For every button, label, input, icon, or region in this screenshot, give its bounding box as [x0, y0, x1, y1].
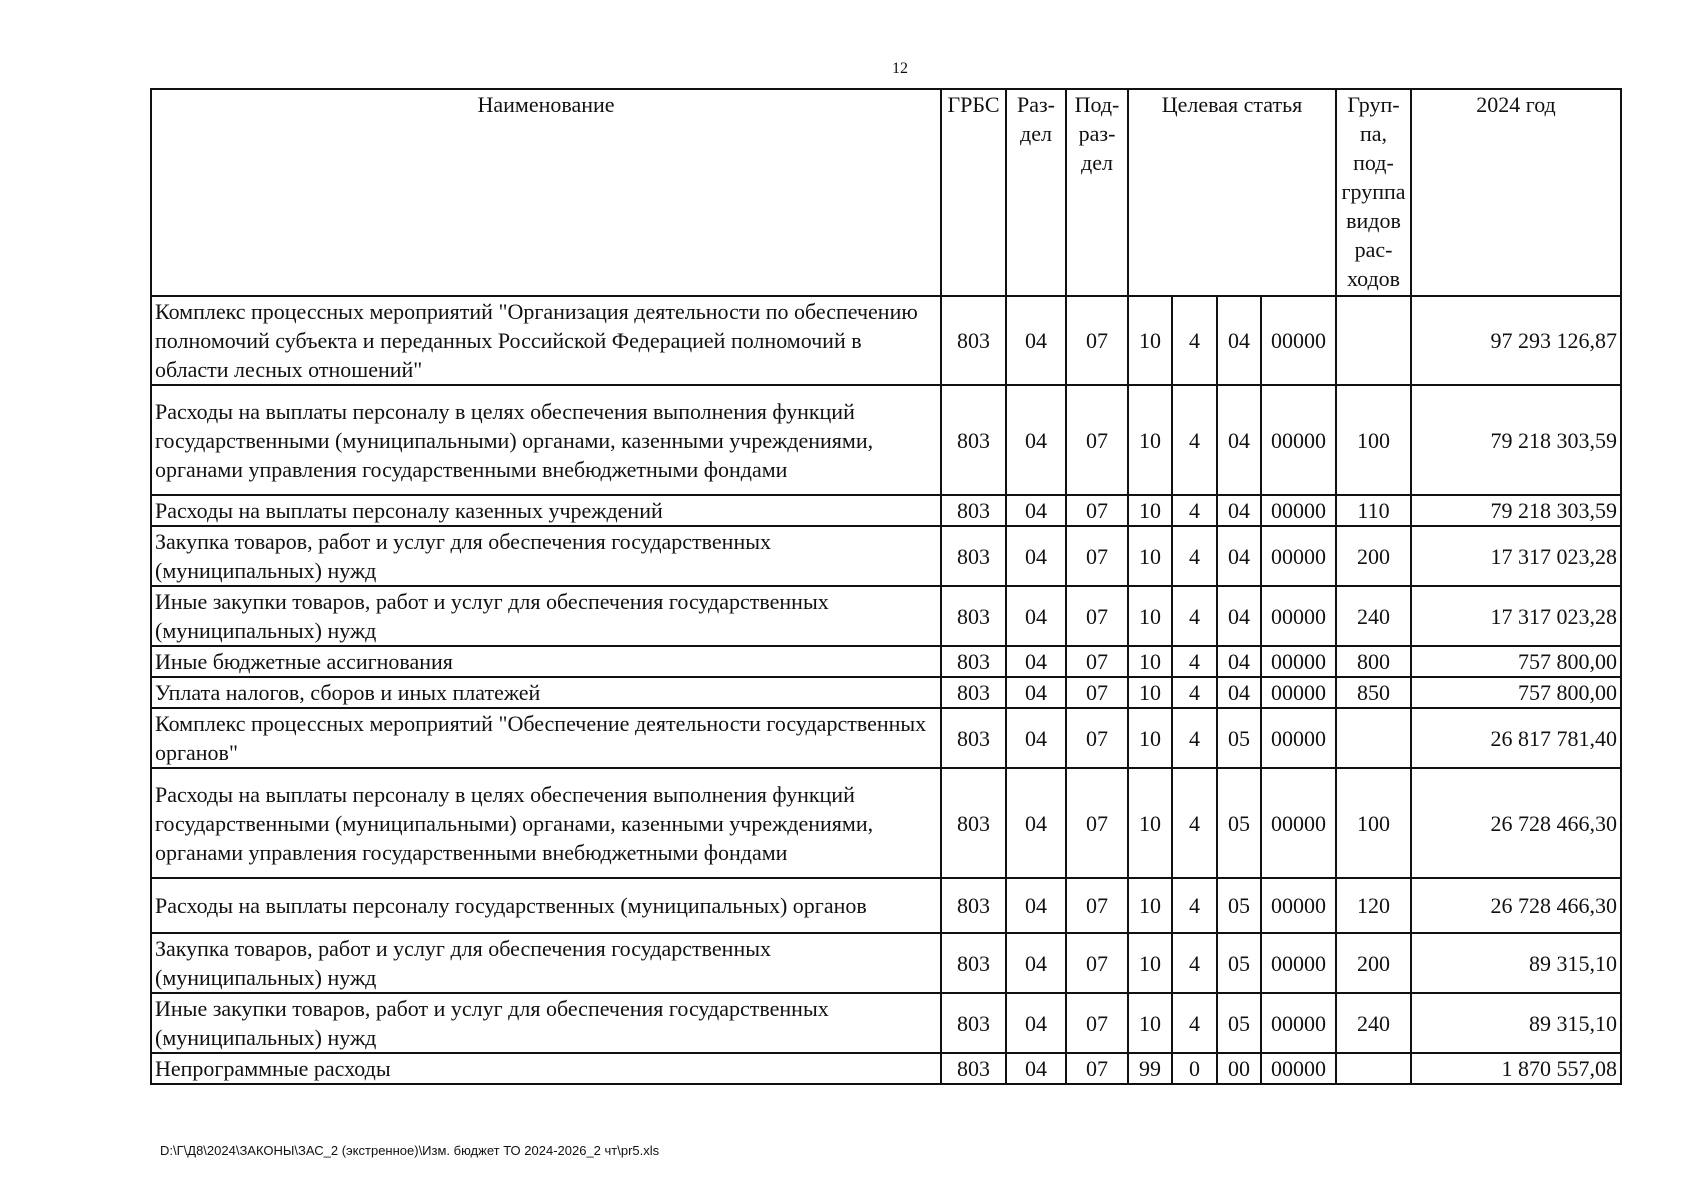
row-target-type: 4 [1172, 993, 1217, 1053]
table-row [151, 385, 1621, 495]
row-amount: 79 218 303,59 [1411, 495, 1621, 526]
table-row [151, 296, 1621, 385]
table-row [151, 993, 1621, 1053]
row-expense-group: 110 [1336, 495, 1411, 526]
row-name: Комплекс процессных мероприятий "Организация деятельности по обеспечению полномочий субъекта и переданных Российской Федерацией полномочий в области лесных отношений" [151, 296, 941, 385]
row-expense-group [1336, 1053, 1411, 1084]
row-podrazdel: 07 [1066, 495, 1128, 526]
row-razdel: 04 [1006, 495, 1066, 526]
page-number: 12 [892, 60, 908, 77]
row-amount: 79 218 303,59 [1411, 385, 1621, 495]
row-name: Закупка товаров, работ и услуг для обеспечения государственных (муниципальных) нужд [151, 526, 941, 586]
row-razdel: 04 [1006, 993, 1066, 1053]
table-row [151, 768, 1621, 878]
table-row [151, 677, 1621, 708]
row-expense-group: 100 [1336, 768, 1411, 878]
row-target-type: 4 [1172, 586, 1217, 646]
row-target-complex: 05 [1217, 708, 1261, 768]
row-grbs: 803 [941, 495, 1006, 526]
row-target-type: 4 [1172, 495, 1217, 526]
row-name: Иные бюджетные ассигнования [151, 646, 941, 677]
row-name: Расходы на выплаты персоналу в целях обеспечения выполнения функций государственными (муниципальными) органами, казенными учреждениями, органами управления государственными внебюджетными фондами [151, 385, 941, 495]
row-razdel: 04 [1006, 878, 1066, 933]
row-amount: 757 800,00 [1411, 677, 1621, 708]
header-year-2024: 2024 год [1411, 89, 1621, 296]
row-target-direction: 00000 [1261, 878, 1336, 933]
row-target-program: 10 [1128, 708, 1172, 768]
row-podrazdel: 07 [1066, 1053, 1128, 1084]
row-target-type: 4 [1172, 526, 1217, 586]
row-target-type: 4 [1172, 933, 1217, 993]
row-razdel: 04 [1006, 646, 1066, 677]
row-target-complex: 04 [1217, 385, 1261, 495]
row-target-complex: 04 [1217, 526, 1261, 586]
row-target-program: 10 [1128, 526, 1172, 586]
row-razdel: 04 [1006, 708, 1066, 768]
row-razdel: 04 [1006, 586, 1066, 646]
row-amount: 757 800,00 [1411, 646, 1621, 677]
row-razdel: 04 [1006, 1053, 1066, 1084]
row-podrazdel: 07 [1066, 526, 1128, 586]
row-podrazdel: 07 [1066, 586, 1128, 646]
row-razdel: 04 [1006, 296, 1066, 385]
row-target-type: 4 [1172, 385, 1217, 495]
row-target-complex: 04 [1217, 495, 1261, 526]
row-grbs: 803 [941, 677, 1006, 708]
row-podrazdel: 07 [1066, 296, 1128, 385]
header-name: Наименование [151, 89, 941, 296]
row-expense-group: 200 [1336, 526, 1411, 586]
row-grbs: 803 [941, 878, 1006, 933]
row-target-program: 10 [1128, 768, 1172, 878]
row-target-program: 10 [1128, 933, 1172, 993]
row-target-program: 10 [1128, 646, 1172, 677]
row-target-direction: 00000 [1261, 933, 1336, 993]
table-row [151, 495, 1621, 526]
row-target-direction: 00000 [1261, 708, 1336, 768]
header-razdel: Раз- дел [1006, 89, 1066, 296]
row-podrazdel: 07 [1066, 708, 1128, 768]
row-target-complex: 00 [1217, 1053, 1261, 1084]
row-podrazdel: 07 [1066, 878, 1128, 933]
row-amount: 97 293 126,87 [1411, 296, 1621, 385]
row-target-type: 0 [1172, 1053, 1217, 1084]
row-podrazdel: 07 [1066, 646, 1128, 677]
row-podrazdel: 07 [1066, 768, 1128, 878]
header-podrazdel: Под- раз- дел [1066, 89, 1128, 296]
row-target-program: 10 [1128, 385, 1172, 495]
row-amount: 1 870 557,08 [1411, 1053, 1621, 1084]
row-razdel: 04 [1006, 768, 1066, 878]
row-target-direction: 00000 [1261, 385, 1336, 495]
row-podrazdel: 07 [1066, 385, 1128, 495]
footer-file-path: D:\Г\Д8\2024\ЗАКОНЫ\ЗАС_2 (экстренное)\Изм. бюджет ТО 2024-2026_2 чт\pr5.xls [160, 1143, 660, 1158]
row-target-complex: 05 [1217, 933, 1261, 993]
table-row [151, 1053, 1621, 1084]
row-expense-group: 100 [1336, 385, 1411, 495]
row-name: Закупка товаров, работ и услуг для обеспечения государственных (муниципальных) нужд [151, 933, 941, 993]
row-expense-group: 200 [1336, 933, 1411, 993]
table-row [151, 526, 1621, 586]
row-grbs: 803 [941, 646, 1006, 677]
row-expense-group: 240 [1336, 993, 1411, 1053]
header-target-article: Целевая статья [1128, 89, 1336, 296]
row-target-program: 10 [1128, 296, 1172, 385]
row-name: Расходы на выплаты персоналу государственных (муниципальных) органов [151, 878, 941, 933]
row-name: Уплата налогов, сборов и иных платежей [151, 677, 941, 708]
table-row [151, 646, 1621, 677]
row-amount: 26 728 466,30 [1411, 878, 1621, 933]
table-row [151, 586, 1621, 646]
row-expense-group: 800 [1336, 646, 1411, 677]
budget-table [150, 88, 1622, 1085]
row-name: Расходы на выплаты персоналу в целях обеспечения выполнения функций государственными (муниципальными) органами, казенными учреждениями, органами управления государственными внебюджетными фондами [151, 768, 941, 878]
table-row [151, 708, 1621, 768]
row-target-program: 10 [1128, 586, 1172, 646]
row-target-direction: 00000 [1261, 768, 1336, 878]
header-grbs: ГРБС [941, 89, 1006, 296]
table-header-row [151, 89, 1621, 296]
table-row [151, 878, 1621, 933]
row-target-complex: 04 [1217, 677, 1261, 708]
row-expense-group: 850 [1336, 677, 1411, 708]
row-grbs: 803 [941, 526, 1006, 586]
row-target-direction: 00000 [1261, 646, 1336, 677]
row-target-direction: 00000 [1261, 495, 1336, 526]
header-expense-group: Груп- па, под- группа видов рас- ходов [1336, 89, 1411, 296]
row-target-type: 4 [1172, 878, 1217, 933]
row-podrazdel: 07 [1066, 933, 1128, 993]
row-expense-group: 240 [1336, 586, 1411, 646]
row-target-complex: 04 [1217, 646, 1261, 677]
row-expense-group: 120 [1336, 878, 1411, 933]
row-target-direction: 00000 [1261, 677, 1336, 708]
row-name: Непрограммные расходы [151, 1053, 941, 1084]
row-amount: 89 315,10 [1411, 933, 1621, 993]
row-target-program: 10 [1128, 993, 1172, 1053]
row-expense-group [1336, 296, 1411, 385]
row-amount: 26 817 781,40 [1411, 708, 1621, 768]
row-name: Иные закупки товаров, работ и услуг для обеспечения государственных (муниципальных) нужд [151, 993, 941, 1053]
row-grbs: 803 [941, 933, 1006, 993]
row-target-direction: 00000 [1261, 993, 1336, 1053]
row-target-program: 10 [1128, 878, 1172, 933]
row-amount: 17 317 023,28 [1411, 586, 1621, 646]
row-name: Комплекс процессных мероприятий "Обеспечение деятельности государственных органов" [151, 708, 941, 768]
row-razdel: 04 [1006, 526, 1066, 586]
row-target-complex: 04 [1217, 296, 1261, 385]
row-grbs: 803 [941, 296, 1006, 385]
row-target-program: 10 [1128, 677, 1172, 708]
row-target-direction: 00000 [1261, 586, 1336, 646]
row-razdel: 04 [1006, 677, 1066, 708]
row-target-type: 4 [1172, 296, 1217, 385]
row-target-program: 99 [1128, 1053, 1172, 1084]
row-target-direction: 00000 [1261, 1053, 1336, 1084]
row-target-complex: 05 [1217, 878, 1261, 933]
row-grbs: 803 [941, 586, 1006, 646]
row-grbs: 803 [941, 993, 1006, 1053]
row-razdel: 04 [1006, 933, 1066, 993]
row-grbs: 803 [941, 708, 1006, 768]
row-expense-group [1336, 708, 1411, 768]
row-target-type: 4 [1172, 677, 1217, 708]
row-name: Расходы на выплаты персоналу казенных учреждений [151, 495, 941, 526]
row-podrazdel: 07 [1066, 993, 1128, 1053]
table-row [151, 933, 1621, 993]
row-amount: 89 315,10 [1411, 993, 1621, 1053]
row-target-type: 4 [1172, 708, 1217, 768]
row-name: Иные закупки товаров, работ и услуг для обеспечения государственных (муниципальных) нужд [151, 586, 941, 646]
row-target-complex: 05 [1217, 993, 1261, 1053]
row-target-complex: 05 [1217, 768, 1261, 878]
row-amount: 26 728 466,30 [1411, 768, 1621, 878]
row-grbs: 803 [941, 1053, 1006, 1084]
row-grbs: 803 [941, 385, 1006, 495]
row-target-direction: 00000 [1261, 526, 1336, 586]
row-amount: 17 317 023,28 [1411, 526, 1621, 586]
row-target-type: 4 [1172, 646, 1217, 677]
row-target-program: 10 [1128, 495, 1172, 526]
row-target-direction: 00000 [1261, 296, 1336, 385]
row-podrazdel: 07 [1066, 677, 1128, 708]
row-target-type: 4 [1172, 768, 1217, 878]
row-target-complex: 04 [1217, 586, 1261, 646]
row-razdel: 04 [1006, 385, 1066, 495]
row-grbs: 803 [941, 768, 1006, 878]
